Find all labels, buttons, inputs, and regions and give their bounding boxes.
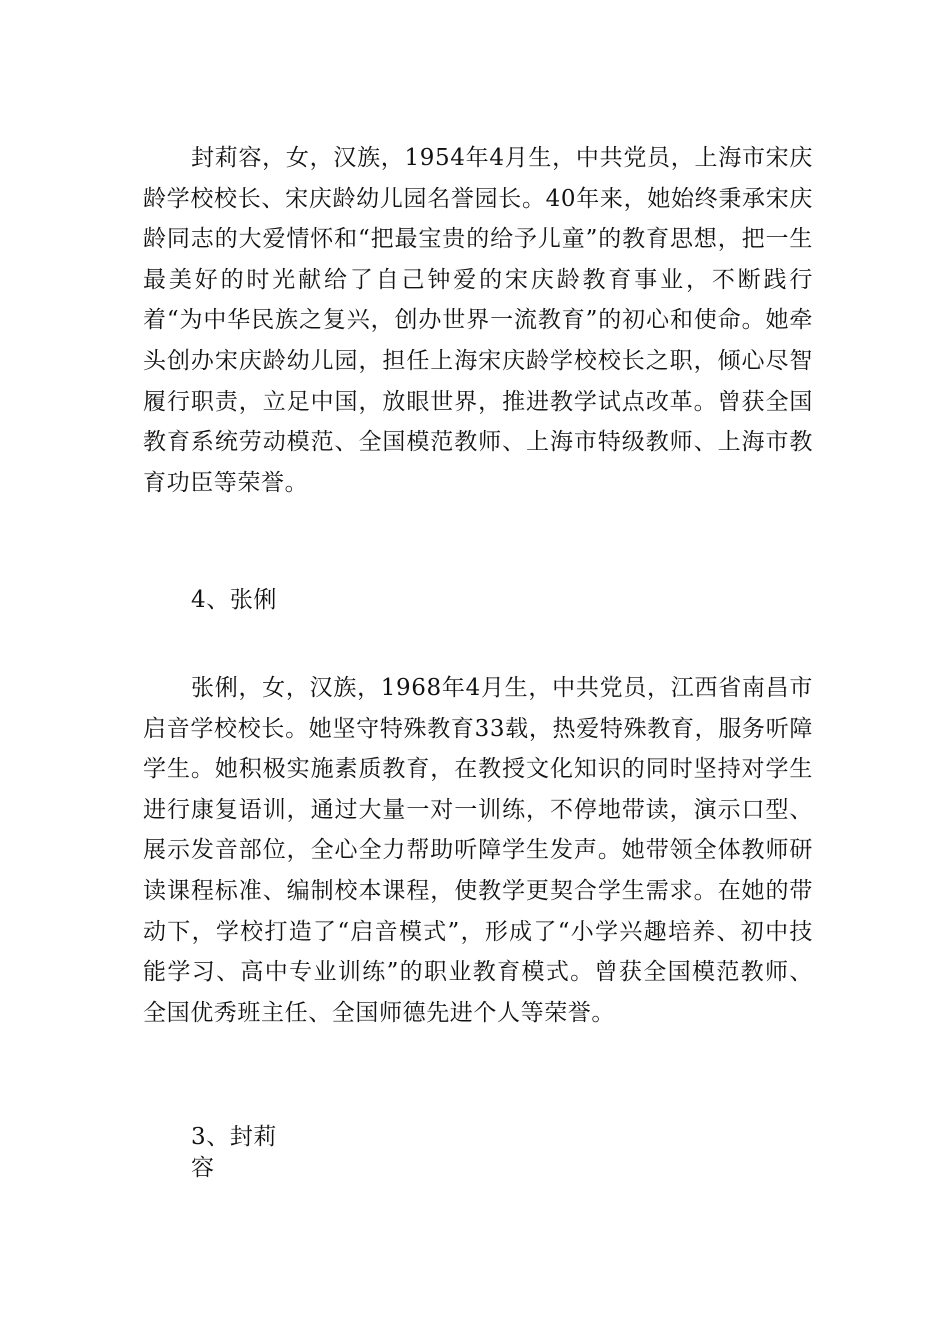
section-heading-zhang-li: 4、张俐 xyxy=(191,587,278,613)
biography-paragraph-zhang-li: 张俐，女，汉族，1968年4月生，中共党员，江西省南昌市启音学校校长。她坚守特殊教育33载，热爱特殊教育，服务听障学生。她积极实施素质教育，在教授文化知识的同时坚持对学生进行康复语训，通过大量一对一训练，不停地带读，演示口型、展示发音部位，全心全力帮助听障学生发声。她带领全体教师研读课程标准、编制校本课程，使教学更契合学生需求。在她的带动下，学校打造了“启音模式”，形成了“小学兴趣培养、初中技能学习、高中专业训练”的职业教育模式。曾获全国模范教师、全国优秀班主任、全国师德先进个人等荣誉。 xyxy=(143,675,813,1026)
section-heading-feng-lirong: 3、封莉容 xyxy=(191,1124,278,1181)
biography-paragraph-feng-lirong: 封莉容，女，汉族，1954年4月生，中共党员，上海市宋庆龄学校校长、宋庆龄幼儿园名誉园长。40年来，她始终秉承宋庆龄同志的大爱情怀和“把最宝贵的给予儿童”的教育思想，把一生最美好的时光献给了自己钟爱的宋庆龄教育事业，不断践行着“为中华民族之复兴，创办世界一流教育”的初心和使命。她牵头创办宋庆龄幼儿园，担任上海宋庆龄学校校长之职，倾心尽智履行职责，立足中国，放眼世界，推进教学试点改革。曾获全国教育系统劳动模范、全国模范教师、上海市特级教师、上海市教育功臣等荣誉。 xyxy=(143,145,813,496)
